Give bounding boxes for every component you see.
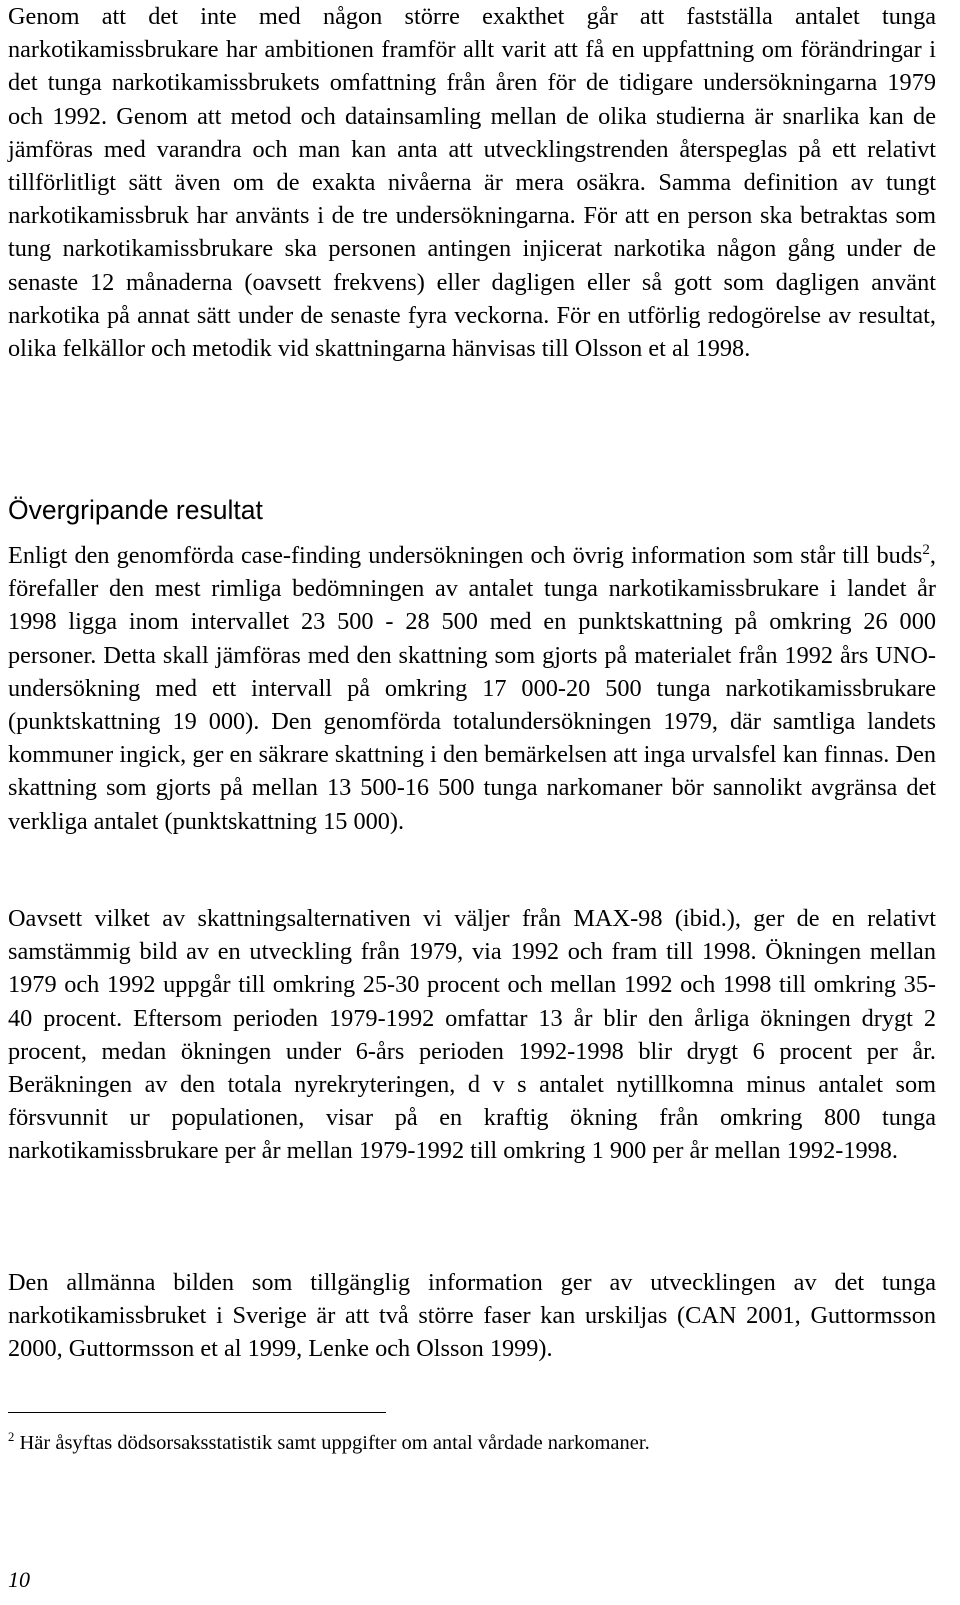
page-number: 10 — [8, 1567, 30, 1592]
body-paragraph-with-note — [8, 539, 936, 838]
footnote-reference: 2 — [922, 541, 930, 558]
section-heading: Övergripande resultat — [8, 495, 263, 525]
body-paragraph: Den allmänna bilden som tillgänglig information ger av utvecklingen av det tunga narkotikamissbruket i Sverige är att två större faser kan urskiljas (CAN 2001, Guttormsson 2000, Guttormsson et al 1999, Lenke och Olsson 1999). — [8, 1269, 936, 1363]
footnote — [8, 1428, 650, 1458]
paragraph-text: , förefaller den mest rimliga bedömningen av antalet tunga narkotikamissbrukare i landet år 1998 ligga inom intervallet 23 500 - 28 500 med en punktskattning på omkring 26 000 personer. Detta skall jämföras med den skattning som gjorts på materialet från 1992 års UNO-undersökning med ett intervall på omkring 17 000-20 500 tunga narkotikamissbrukare (punktskattning 19 000). Den genomförda totalundersökningen 1979, där samtliga landets kommuner ingick, ger en säkrare skattning i den bemärkelsen att inga urvalsfel kan finnas. Den skattning som gjorts på mellan 13 500-16 500 tunga narkomaner bör sannolikt avgränsa det verkliga antalet (punktskattning 15 000). — [8, 542, 936, 835]
footnote-divider — [8, 1412, 386, 1413]
paragraph-text: Enligt den genomförda case-finding undersökningen och övrig information som står till buds — [8, 542, 923, 569]
footnote-number: 2 — [8, 1430, 15, 1445]
footnote-text: Här åsyftas dödsorsaksstatistik samt uppgifter om antal vårdade narkomaner. — [14, 1432, 650, 1454]
body-paragraph: Oavsett vilket av skattningsalternativen vi väljer från MAX-98 (ibid.), ger de en relativt samstämmig bild av en utveckling från 1979, via 1992 och fram till 1998. Ökningen mellan 1979 och 1992 uppgår till omkring 25-30 procent och mellan 1992 och 1998 till omkring 35-40 procent. Eftersom perioden 1979-1992 omfattar 13 år blir den årliga ökningen drygt 2 procent, medan ökningen under 6-års perioden 1992-1998 blir drygt 6 procent per år. Beräkningen av den totala nyrekryteringen, d v s antalet nytillkomna minus antalet som försvunnit ur populationen, visar på en kraftig ökning från omkring 800 tunga narkotikamissbrukare per år mellan 1979-1992 till omkring 1 900 per år mellan 1992-1998. — [8, 905, 936, 1165]
body-paragraph: Genom att det inte med någon större exakthet går att fastställa antalet tunga narkotikamissbrukare har ambitionen framför allt varit att få en uppfattning om förändringar i det tunga narkotikamissbrukets omfattning från åren för de tidigare undersökningarna 1979 och 1992. Genom att metod och datainsamling mellan de olika studierna är snarlika kan de jämföras med varandra och man kan anta att utvecklingstrenden återspeglas på ett relativt tillförlitligt sätt även om de exakta nivåerna är mera osäkra. Samma definition av tungt narkotikamissbruk har använts i de tre undersökningarna. För att en person ska betraktas som tung narkotikamissbrukare ska personen antingen injicerat narkotika någon gång under de senaste 12 månaderna (oavsett frekvens) eller dagligen eller så gott som dagligen använt narkotika på annat sätt under de senaste fyra veckorna. För en utförlig redogörelse av resultat, olika felkällor och metodik vid skattningarna hänvisas till Olsson et al 1998. — [8, 3, 936, 363]
